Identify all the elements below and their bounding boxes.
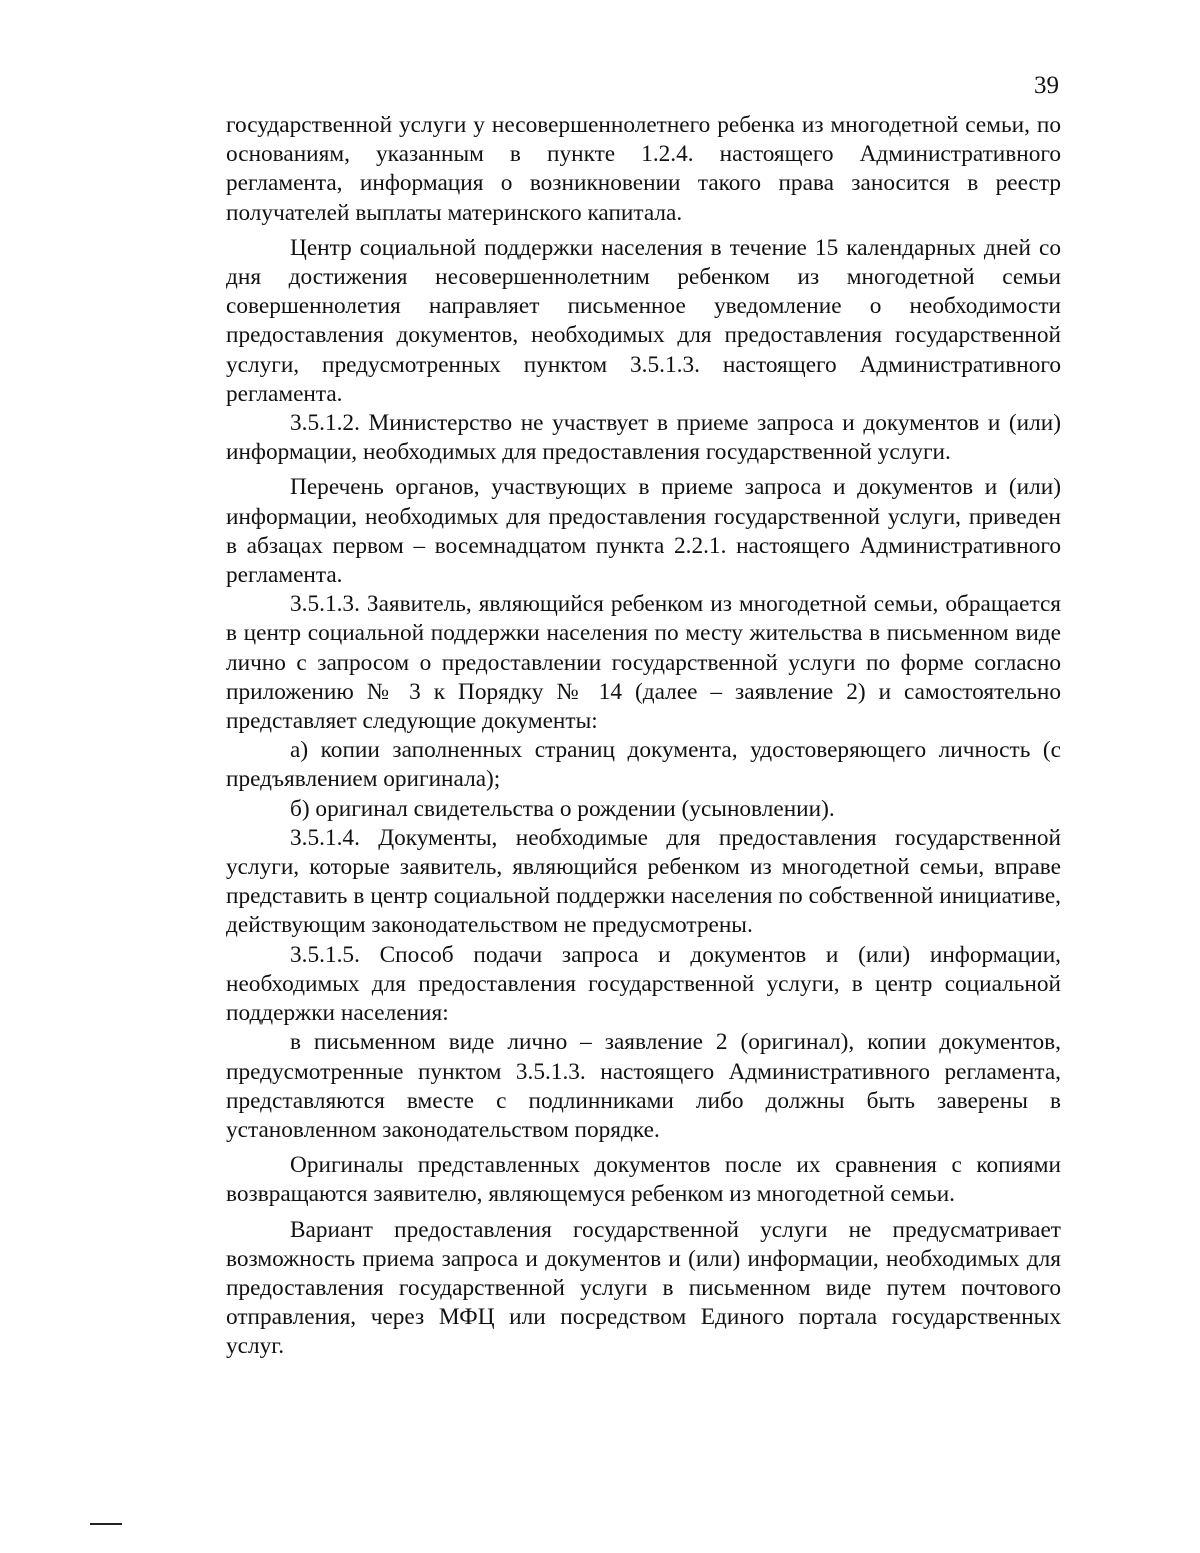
scan-corner-mark (90, 1523, 122, 1525)
paragraph: Вариант предоставления государственной услуги не предусматривает возможность приема запроса и документов и (или) информации, необходимых для предоставления государственной услуги в письменном виде путем почтового отправления, через МФЦ или посредством Единого портала государственных услуг. (226, 1216, 1061, 1360)
paragraph: Оригиналы представленных документов после их сравнения с копиями возвращаются заявителю, являющемуся ребенком из многодетной семьи. (226, 1152, 1061, 1208)
page-number: 39 (1034, 72, 1059, 99)
paragraph: в письменном виде лично – заявление 2 (оригинал), копии документов, предусмотренные пунктом 3.5.1.3. настоящего Административного регламента, представляются вместе с подлинниками либо должны быть заверены в установленном законодательством порядке. (226, 1029, 1061, 1143)
paragraph: 3.5.1.3. Заявитель, являющийся ребенком из многодетной семьи, обращается в центр социальной поддержки населения по месту жительства в письменном виде лично с запросом о предоставлении государственной услуги по форме согласно приложению № 3 к Порядку № 14 (далее – заявление 2) и самостоятельно представляет следующие документы: (226, 591, 1061, 735)
document-body (226, 111, 1061, 1362)
paragraph: Перечень органов, участвующих в приеме запроса и документов и (или) информации, необходимых для предоставления государственной услуги, приведен в абзацах первом – восемнадцатом пункта 2.2.1. настоящего Административного регламента. (226, 474, 1061, 589)
list-item: а) копии заполненных страниц документа, удостоверяющего личность (с предъявлением оригинала); (226, 737, 1061, 793)
paragraph-continuation: государственной услуги у несовершеннолетнего ребенка из многодетной семьи, по основаниям, указанным в пункте 1.2.4. настоящего Административного регламента, информация о возникновении такого права заносится в реестр получателей выплаты материнского капитала. (226, 112, 1061, 226)
paragraph: 3.5.1.2. Министерство не участвует в приеме запроса и документов и (или) информации, необходимых для предоставления государственной услуги. (226, 410, 1061, 466)
paragraph: Центр социальной поддержки населения в течение 15 календарных дней со дня достижения несовершеннолетним ребенком из многодетной семьи совершеннолетия направляет письменное уведомление о необходимости предоставления документов, необходимых для предоставления государственной услуги, предусмотренных пунктом 3.5.1.3. настоящего Административного регламента. (226, 234, 1061, 407)
paragraph: 3.5.1.4. Документы, необходимые для предоставления государственной услуги, которые заявитель, являющийся ребенком из многодетной семьи, вправе представить в центр социальной поддержки населения по собственной инициативе, действующим законодательством не предусмотрены. (226, 824, 1061, 939)
paragraph: 3.5.1.5. Способ подачи запроса и документов и (или) информации, необходимых для предоставления государственной услуги, в центр социальной поддержки населения: (226, 941, 1061, 1027)
list-item: б) оригинал свидетельства о рождении (усыновлении). (290, 795, 835, 822)
